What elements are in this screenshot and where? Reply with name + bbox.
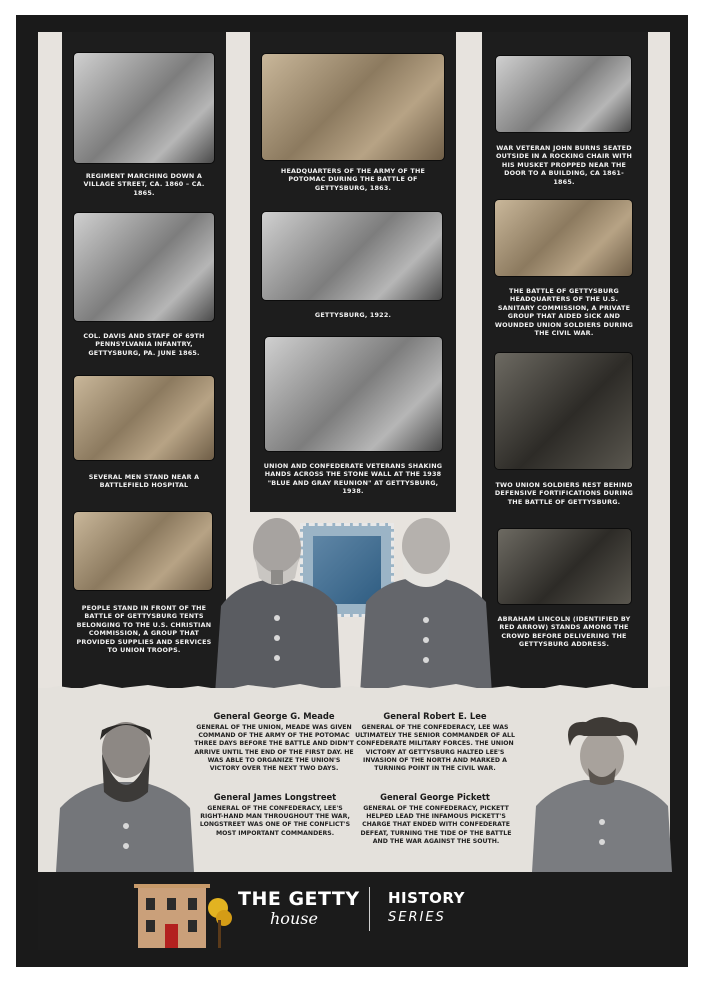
caption-potomac-headquarters: HEADQUARTERS OF THE ARMY OF THE POTOMAC DURING THE BATTLE OF GETTYSBURG, 1863. bbox=[280, 167, 426, 192]
bio-pickett: GENERAL OF THE CONFEDERACY, PICKETT HELPED LEAD THE INFAMOUS PICKETT'S CHARGE THAT ENDED WITH CONFEDERATE DEFEAT, TURNING THE TIDE OF THE BATTLE AND THE WAR AGAINST THE SOUTH. bbox=[360, 805, 512, 845]
photo-john-burns bbox=[496, 56, 631, 132]
bio-lee: GENERAL OF THE CONFEDERACY, LEE WAS ULTIMATELY THE SENIOR COMMANDER OF ALL CONFEDERATE MILITARY FORCES. THE UNION VICTORY AT GETTYSBURG HALTED LEE'S INVASION OF THE NORTH AND MARKED A TURNING POINT IN THE CIVIL WAR. bbox=[355, 724, 515, 773]
portrait-lee bbox=[360, 510, 492, 694]
photo-blue-gray-reunion bbox=[265, 337, 442, 451]
bio-meade: GENERAL OF THE UNION, MEADE WAS GIVEN COMMAND OF THE ARMY OF THE POTOMAC THREE DAYS BEFORE THE BATTLE AND DIDN'T ARRIVE UNTIL THE END OF THE FIRST DAY. HE WAS ABLE TO ORGANIZE THE UNION'S VICTORY OVER THE NEXT TWO DAYS. bbox=[194, 724, 354, 773]
series-subtitle: SERIES bbox=[388, 910, 446, 925]
photo-sanitary-commission bbox=[495, 200, 632, 276]
torn-edge bbox=[38, 680, 670, 694]
photo-battlefield-hospital bbox=[74, 376, 214, 460]
caption-battlefield-hospital: SEVERAL MEN STAND NEAR A BATTLEFIELD HOSPITAL bbox=[88, 473, 200, 490]
name-pickett: General George Pickett bbox=[380, 792, 490, 802]
logo-subtitle: house bbox=[270, 909, 318, 928]
portrait-longstreet bbox=[56, 716, 194, 872]
footer-bar bbox=[38, 872, 670, 950]
name-meade: General George G. Meade bbox=[213, 711, 335, 721]
photo-christian-commission bbox=[74, 512, 212, 590]
series-title: HISTORY bbox=[388, 889, 466, 907]
caption-blue-gray-reunion: UNION AND CONFEDERATE VETERANS SHAKING HANDS ACROSS THE STONE WALL AT THE 1938 "BLUE AND GRAY REUNION" AT GETTYSBURG, 1938. bbox=[263, 462, 443, 496]
logo-wordmark: THE GETTY bbox=[238, 888, 360, 910]
name-longstreet: General James Longstreet bbox=[213, 792, 337, 802]
caption-union-soldiers-rest: TWO UNION SOLDIERS REST BEHIND DEFENSIVE FORTIFICATIONS DURING THE BATTLE OF GETTYSBURG. bbox=[494, 481, 634, 506]
caption-john-burns: WAR VETERAN JOHN BURNS SEATED OUTSIDE IN A ROCKING CHAIR WITH HIS MUSKET PROPPED NEAR THE DOOR TO A BUILDING, CA 1861-1865. bbox=[495, 144, 632, 186]
bio-longstreet: GENERAL OF THE CONFEDERACY, LEE'S RIGHT-HAND MAN THROUGHOUT THE WAR, LONGSTREET WAS ONE OF THE CONFLICT'S MOST IMPORTANT COMMANDERS. bbox=[199, 805, 351, 837]
photo-col-davis-staff bbox=[74, 213, 214, 321]
photo-regiment-marching bbox=[74, 53, 214, 163]
caption-col-davis-staff: COL. DAVIS AND STAFF OF 69TH PENNSYLVANIA INFANTRY, GETTYSBURG, PA. JUNE 1865. bbox=[83, 332, 205, 357]
portrait-meade bbox=[215, 508, 341, 694]
getty-house-icon bbox=[134, 884, 234, 948]
photo-gettysburg-1922 bbox=[262, 212, 442, 300]
caption-sanitary-commission: THE BATTLE OF GETTYSBURG HEADQUARTERS OF THE U.S. SANITARY COMMISSION, A PRIVATE GROUP THAT AIDED SICK AND WOUNDED UNION SOLDIERS DURING THE CIVIL WAR. bbox=[494, 287, 634, 338]
caption-regiment-marching: REGIMENT MARCHING DOWN A VILLAGE STREET, CA. 1860 – CA. 1865. bbox=[83, 172, 205, 197]
photo-potomac-headquarters bbox=[262, 54, 444, 160]
footer-divider bbox=[369, 887, 370, 931]
portrait-pickett bbox=[532, 716, 672, 872]
photo-lincoln-crowd bbox=[498, 529, 631, 604]
photo-union-soldiers-rest bbox=[495, 353, 632, 469]
name-lee: General Robert E. Lee bbox=[383, 711, 487, 721]
caption-christian-commission: PEOPLE STAND IN FRONT OF THE BATTLE OF GETTYSBURG TENTS BELONGING TO THE U.S. CHRISTIAN COMMISSION, A GROUP THAT PROVIDED SUPPLIES AND SERVICES TO UNION TROOPS. bbox=[76, 604, 212, 655]
caption-gettysburg-1922: GETTYSBURG, 1922. bbox=[314, 311, 392, 319]
caption-lincoln-crowd: ABRAHAM LINCOLN (IDENTIFIED BY RED ARROW) STANDS AMONG THE CROWD BEFORE DELIVERING THE GETTYSBURG ADDRESS. bbox=[497, 615, 631, 649]
